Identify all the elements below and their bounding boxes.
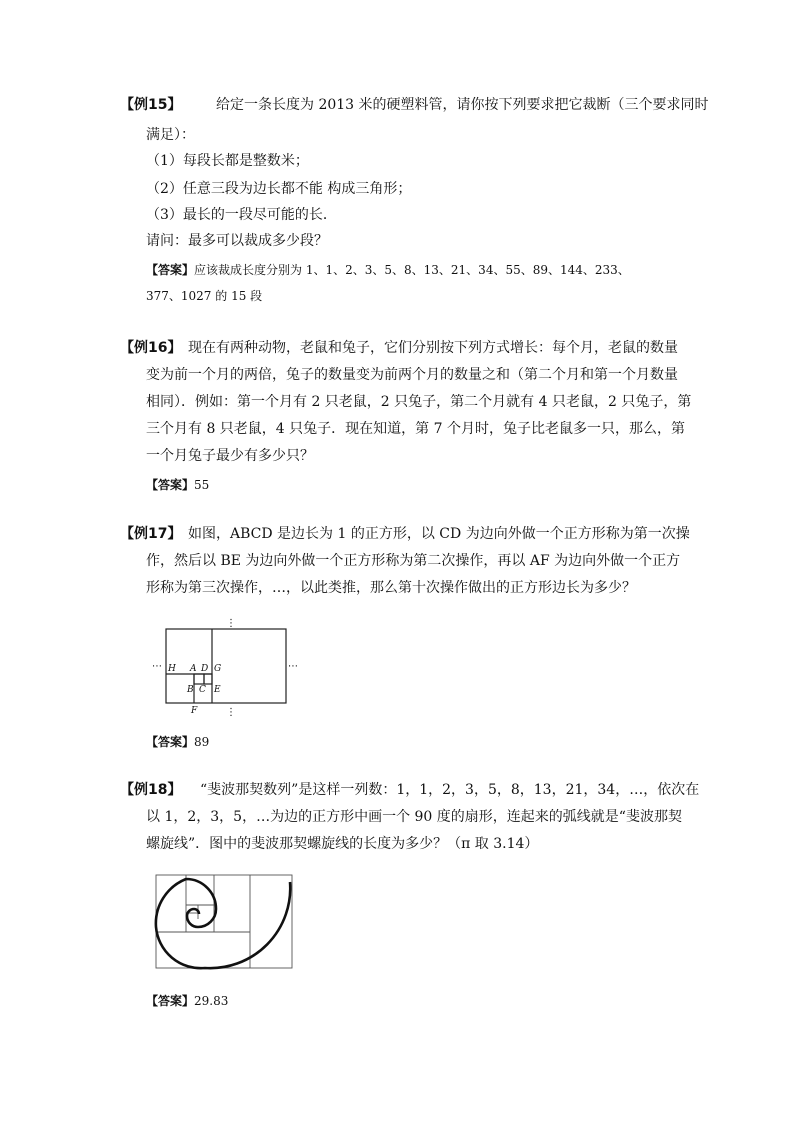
example-label: 【例18】 (120, 782, 182, 798)
problem-text: 现在有两种动物，老鼠和兔子，它们分别按下列方式增长：每个月，老鼠的数量 (188, 340, 678, 356)
answer (146, 733, 209, 751)
answer (146, 992, 228, 1010)
problem-text: 三个月有 8 只老鼠，4 只兔子．现在知道，第 7 个月时，兔子比老鼠多一只，那么，第 (146, 421, 685, 437)
answer-text: 55 (194, 478, 210, 492)
outer-rect (156, 875, 292, 968)
problem-text: 相同）．例如：第一个月有 2 只老鼠，2 只兔子，第二个月就有 4 只老鼠，2 只兔子，第 (146, 394, 692, 410)
dots-left: ⋯ (152, 661, 162, 672)
answer (146, 476, 209, 494)
example-label: 【例15】 (120, 97, 182, 113)
fibonacci-spiral-figure (150, 872, 300, 972)
answer-label: 【答案】 (146, 735, 195, 749)
answer-label: 【答案】 (146, 263, 195, 277)
example-label: 【例16】 (120, 340, 182, 356)
problem-text: 作，然后以 BE 为边向外做一个正方形称为第二次操作，再以 AF 为边向外做一个正方 (146, 553, 681, 569)
problem-text: 给定一条长度为 2013 米的硬塑料管，请你按下列要求把它裁断（三个要求同时 (216, 97, 709, 113)
square-cd (204, 674, 212, 684)
answer-label: 【答案】 (146, 478, 195, 492)
answer-text: 29.83 (194, 994, 229, 1008)
point-label-a: A (190, 664, 197, 674)
answer-label: 【答案】 (146, 994, 195, 1008)
condition-3: （3）最长的一段尽可能的长． (146, 207, 337, 223)
answer (146, 261, 630, 279)
point-label-h: H (168, 664, 176, 674)
condition-2: （2）任意三段为边长都不能 构成三角形； (146, 181, 412, 197)
square-operations-figure (150, 612, 310, 717)
point-label-g: G (214, 664, 222, 674)
question: 请问：最多可以裁成多少段？ (146, 233, 328, 249)
problem-text: 形称为第三次操作，…，以此类推，那么第十次操作做出的正方形边长为多少？ (146, 580, 636, 596)
outer-rect (166, 629, 286, 703)
problem-text: 如图，ABCD 是边长为 1 的正方形，以 CD 为边向外做一个正方形称为第一次操 (188, 526, 690, 542)
answer-text: 89 (194, 735, 210, 749)
problem-text: 变为前一个月的两倍，兔子的数量变为前两个月的数量之和（第二个月和第一个月数量 (146, 367, 678, 383)
dots-top: ⋮ (226, 618, 236, 629)
problem-text: 以 1，2，3，5，…为边的正方形中画一个 90 度的扇形，连起来的弧线就是“斐波那契 (146, 809, 682, 825)
answer-text: 377、1027 的 15 段 (146, 289, 263, 303)
unit-square-abcd (194, 674, 204, 684)
problem-text: 螺旋线”．图中的斐波那契螺旋线的长度为多少？（π 取 3.14） (146, 836, 539, 852)
point-label-f: F (191, 706, 198, 716)
problem-text: “斐波那契数列”是这样一列数：1，1，2，3，5，8，13，21，34，…，依次在 (200, 782, 700, 798)
problem-text: 满足）： (146, 127, 195, 143)
problem-text: 一个月兔子最少有多少只？ (146, 448, 314, 464)
point-label-e: E (214, 685, 221, 695)
dots-right: ⋯ (288, 661, 298, 672)
point-label-b: B (187, 685, 194, 695)
answer-text: 应该裁成长度分别为 1、1、2、3、5、8、13、21、34、55、89、144、233、 (194, 263, 630, 277)
fibonacci-spiral (156, 879, 290, 968)
point-label-d: D (201, 664, 209, 674)
example-label: 【例17】 (120, 526, 182, 542)
point-label-c: C (199, 685, 206, 695)
condition-1: （1）每段长都是整数米； (146, 153, 309, 169)
dots-bottom: ⋮ (226, 707, 236, 717)
